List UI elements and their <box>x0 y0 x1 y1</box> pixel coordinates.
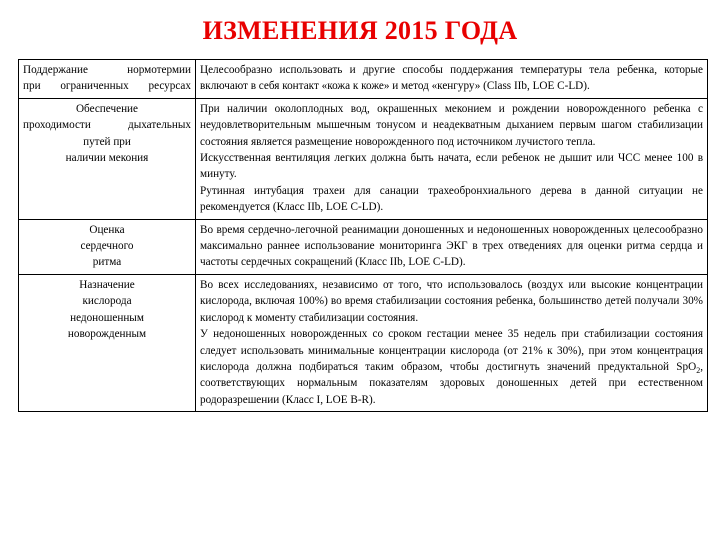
table-cell-topic <box>19 219 196 274</box>
table-body <box>19 60 708 412</box>
table-row <box>19 60 708 99</box>
topic-lines <box>23 62 191 95</box>
description-paragraph: Искусственная вентиляция легких должна быть начата, если ребенок не дышит или ЧСС менее 100 в минуту. <box>200 152 703 181</box>
topic-line: Поддержание нормотермии <box>23 64 191 76</box>
topic-lines <box>23 222 191 271</box>
table-cell-description <box>196 60 708 99</box>
topic-line: новорожденным <box>67 328 147 341</box>
topic-line: недоношенным <box>70 311 144 324</box>
content-table <box>18 59 708 412</box>
table-cell-topic <box>19 98 196 219</box>
table-row <box>19 98 708 219</box>
table-cell-description <box>196 219 708 274</box>
table-cell-topic <box>19 60 196 99</box>
page-title: ИЗМЕНЕНИЯ 2015 ГОДА <box>202 16 518 45</box>
topic-line: наличии мекония <box>65 152 149 165</box>
topic-line: Оценка <box>89 223 125 236</box>
description-paragraph: При наличии околоплодных вод, окрашенных меконием и рождении новорожденного ребенка с неудовлетворительным мышечным тонусом и неадекватным дыханием первым шагом стабилизации состояния является размещение новорожденного под источником лучистого тепла. <box>200 102 703 148</box>
description-paragraph: Целесообразно использовать и другие способы поддержания температуры тела ребенка, которые включают в себя контакт «кожа к коже» и метод «кенгуру» (Class IIb, LOE C-LD). <box>200 64 703 93</box>
description-paragraph: Рутинная интубация трахеи для санации трахеобронхиального дерева в данной ситуации не рекомендуется (Класс IIb, LOE C-LD). <box>200 184 703 214</box>
description-paragraph: У недоношенных новорожденных со сроком гестации менее 35 недель при стабилизации состояния следует использовать минимальные концентрации кислорода (от 21% к 30%), при этом концентрация кислорода должна подбираться таким образом, чтобы достигнуть значений предуктальной SpO$_2$, соответствующих нормальным показателям здоровых доношенных детей при естественном родоразрешении (Класс I, LOE B-R). <box>200 328 703 406</box>
topic-line: путей при <box>83 135 131 148</box>
topic-line: кислорода <box>82 295 132 308</box>
table-cell-topic <box>19 274 196 411</box>
description-paragraph: Во время сердечно-легочной реанимации доношенных и недоношенных новорожденных целесообразно максимально раннее использование мониторинга ЭКГ в трех отведениях для оценки ритма сердца и частоты сердечных сокращений (Класс IIb, LOE C-LD). <box>200 223 703 269</box>
topic-line: Обеспечение <box>75 102 139 115</box>
topic-line: проходимости дыхательных <box>23 119 191 132</box>
table-cell-description <box>196 98 708 219</box>
topic-lines <box>23 101 191 167</box>
table-row <box>19 274 708 411</box>
topic-lines <box>23 277 191 343</box>
table-cell-description <box>196 274 708 411</box>
table-row <box>19 219 708 274</box>
content-table-wrapper <box>18 59 703 412</box>
description-paragraph: Во всех исследованиях, независимо от того, что использовалось (воздух или высокие концентрации кислорода, включая 100%) во время стабилизации состояния ребенка, большинство детей получали 30% кислород к моменту стабилизации состояния. <box>200 278 703 324</box>
topic-line: при ограниченных ресурсах <box>23 80 191 93</box>
topic-line: Назначение <box>79 278 135 291</box>
topic-line: ритма <box>92 256 122 269</box>
topic-line: сердечного <box>80 240 134 253</box>
